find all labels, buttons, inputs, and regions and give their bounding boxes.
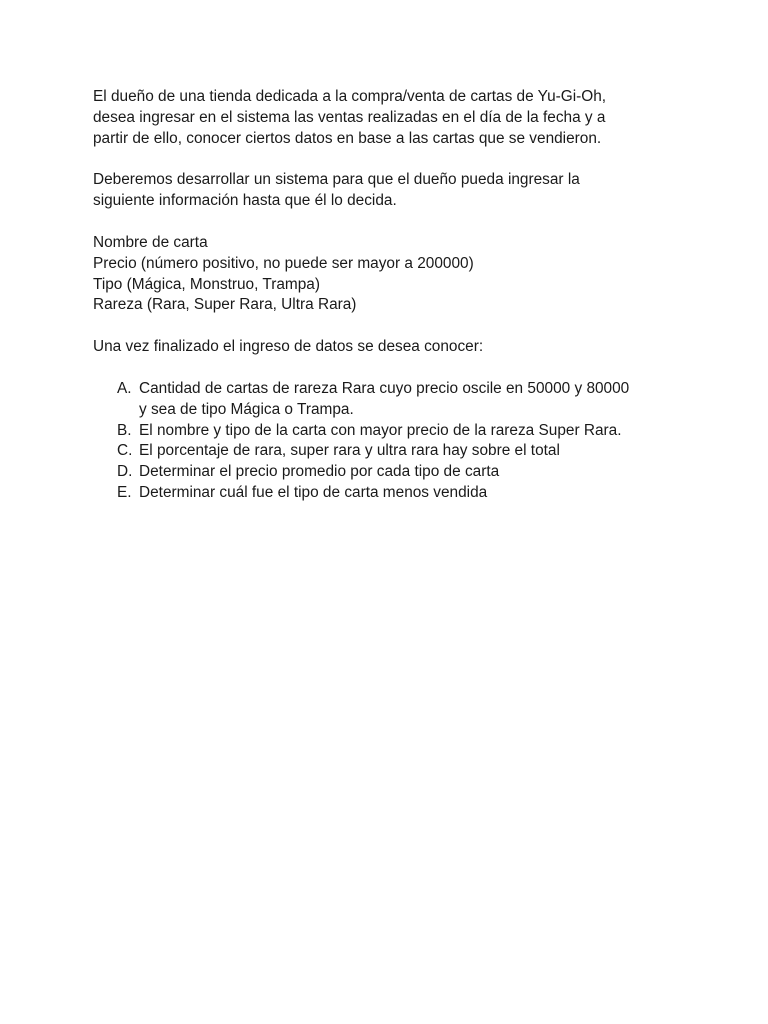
field-type: Tipo (Mágica, Monstruo, Trampa): [93, 275, 320, 293]
list-item: [93, 441, 703, 462]
spacer: [93, 358, 703, 379]
list-item: [93, 462, 703, 483]
list-item: [93, 379, 703, 421]
list-marker: E.: [117, 483, 132, 501]
fields-list: [93, 233, 703, 316]
spacer: [93, 316, 703, 337]
list-item-text: El porcentaje de rara, super rara y ultra rara hay sobre el total: [139, 442, 560, 460]
questions-list: [93, 379, 703, 504]
list-item-text: Cantidad de cartas de rareza Rara cuyo precio oscile en 50000 y 80000 y sea de tipo Mágica o Trampa.: [139, 379, 630, 418]
list-item-text: Determinar el precio promedio por cada tipo de carta: [139, 463, 500, 481]
list-marker: C.: [117, 442, 133, 460]
document-page: [93, 87, 703, 504]
list-item: [93, 421, 703, 442]
field-price: Precio (número positivo, no puede ser mayor a 200000): [93, 254, 474, 272]
task-paragraph: Deberemos desarrollar un sistema para que el dueño pueda ingresar la siguiente información hasta que él lo decida.: [93, 171, 580, 210]
list-item: [93, 483, 703, 504]
list-marker: B.: [117, 421, 132, 439]
list-item-text: El nombre y tipo de la carta con mayor precio de la rareza Super Rara.: [139, 421, 622, 439]
field-name: Nombre de carta: [93, 233, 208, 251]
field-rarity: Rareza (Rara, Super Rara, Ultra Rara): [93, 296, 357, 314]
spacer: [93, 149, 703, 170]
list-item-text: Determinar cuál fue el tipo de carta menos vendida: [139, 483, 488, 501]
intro-paragraph: El dueño de una tienda dedicada a la compra/venta de cartas de Yu-Gi-Oh, desea ingresar en el sistema las ventas realizadas en el día de la fecha y a partir de ello, conocer ciertos datos en base a las cartas que se vendieron.: [93, 88, 607, 147]
questions-intro: Una vez finalizado el ingreso de datos se desea conocer:: [93, 338, 484, 356]
spacer: [93, 212, 703, 233]
list-marker: A.: [117, 379, 132, 397]
list-marker: D.: [117, 463, 133, 481]
